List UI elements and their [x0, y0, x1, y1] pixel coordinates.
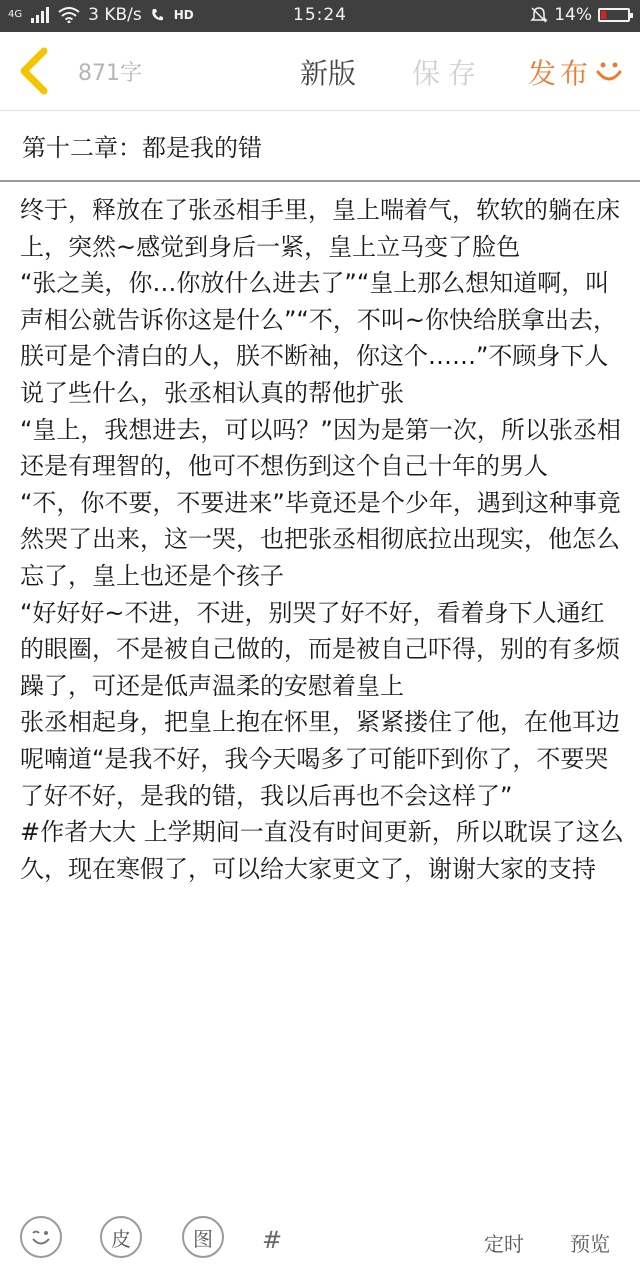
- status-right: [530, 5, 630, 25]
- emoji-button[interactable]: [20, 1216, 62, 1258]
- wink-face-icon: [27, 1223, 55, 1251]
- schedule-button[interactable]: 定时: [484, 1232, 524, 1256]
- chapter-title-input[interactable]: 第十二章：都是我的错: [22, 134, 262, 162]
- hd-label: HD: [173, 8, 194, 22]
- skin-button[interactable]: [100, 1216, 142, 1258]
- status-bar: [0, 0, 640, 32]
- clock: 15:24: [293, 5, 347, 25]
- word-count: 871字: [78, 61, 142, 86]
- title-divider: [0, 180, 640, 182]
- image-label: 图: [193, 1226, 213, 1251]
- editor-header: [0, 32, 640, 111]
- battery-icon: [598, 8, 630, 22]
- editor-toolbar: [0, 1196, 640, 1280]
- hashtag-button[interactable]: #: [262, 1226, 283, 1254]
- publish-button[interactable]: 发布: [528, 57, 593, 90]
- battery-percent: 14%: [554, 5, 592, 25]
- mute-icon: [530, 6, 548, 24]
- new-version-button[interactable]: 新版: [300, 57, 357, 90]
- back-arrow-icon[interactable]: [14, 46, 54, 96]
- smile-icon[interactable]: [594, 56, 624, 86]
- network-type: 4G: [8, 9, 23, 20]
- network-speed: 3 KB/s: [88, 5, 142, 25]
- chapter-body-editor[interactable]: 终于，释放在了张丞相手里，皇上喘着气，软软的躺在床上，突然~感觉到身后一紧，皇上立马变了脸色 “张之美，你…你放什么进去了”“皇上那么想知道啊，叫声相公就告诉你这是什么”“不，不叫~你快给朕拿出去，朕可是个清白的人，朕不断袖，你这个……”不顾身下人说了些什么，张丞相认真的帮他扩张 “皇上，我想进去，可以吗？”因为是第一次，所以张丞相还是有理智的，他可不想伤到这个自己十年的男人 “不，你不要，不要进来”毕竟还是个少年，遇到这种事竟然哭了出来，这一哭，也把张丞相彻底拉出现实，他怎么忘了，皇上也还是个孩子 “好好好~不进，不进，别哭了好不好，看着身下人通红的眼圈，不是被自己做的，而是被自己吓得，别的有多烦躁了，可还是低声温柔的安慰着皇上 张丞相起身，把皇上抱在怀里，紧紧搂住了他，在他耳边呢喃道“是我不好，我今天喝多了可能吓到你了，不要哭了好不好，是我的错，我以后再也不会这样了” #作者大大 上学期间一直没有时间更新，所以耽误了这么久，现在寒假了，可以给大家更文了，谢谢大家的支持: [20, 196, 624, 883]
- skin-label: 皮: [111, 1226, 131, 1251]
- image-button[interactable]: [182, 1216, 224, 1258]
- preview-button[interactable]: 预览: [570, 1232, 610, 1256]
- save-button[interactable]: 保存: [412, 57, 485, 90]
